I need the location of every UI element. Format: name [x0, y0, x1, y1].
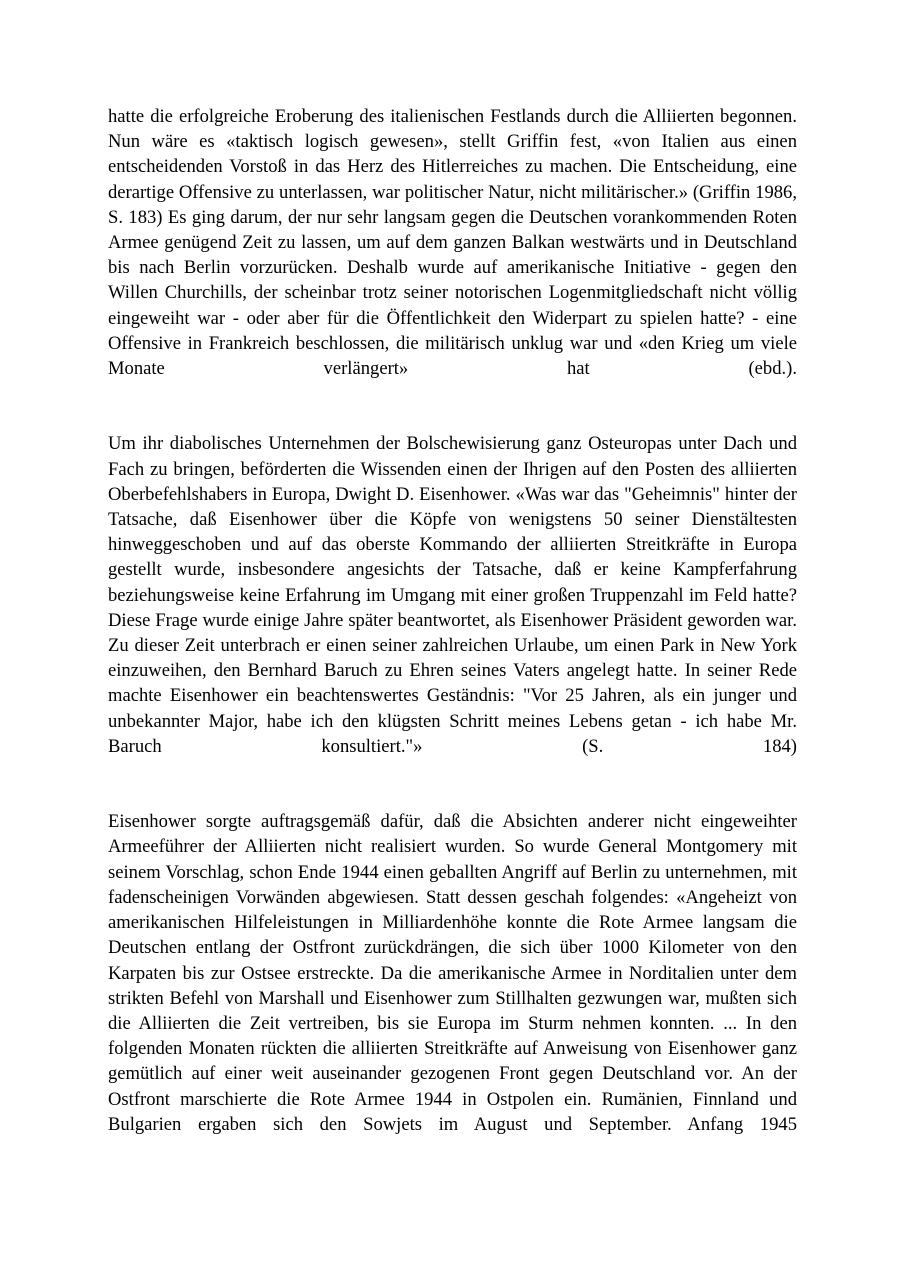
- paragraph-3: Eisenhower sorgte auftragsgemäß dafür, daß die Absichten anderer nicht eingeweihter Armeeführer der Alliierten nicht realisiert wurden. So wurde General Montgomery mit seinem Vorschlag, schon Ende 1944 einen geballten Angriff auf Berlin zu unternehmen, mit fadenscheinigen Vorwänden abgewiesen. Statt dessen geschah folgendes: «Angeheizt von amerikanischen Hilfeleistungen in Milliardenhöhe konnte die Rote Armee langsam die Deutschen entlang der Ostfront zurückdrängen, die sich über 1000 Kilometer von den Karpaten bis zur Ostsee erstreckte. Da die amerikanische Armee in Norditalien unter dem strikten Befehl von Marshall und Eisenhower zum Stillhalten gezwungen war, mußten sich die Alliierten die Zeit vertreiben, bis sie Europa im Sturm nehmen konnten. ... In den folgenden Monaten rückten die alliierten Streitkräfte auf Anweisung von Eisenhower ganz gemütlich auf einer weit auseinander gezogenen Front gegen Deutschland vor. An der Ostfront marschierte die Rote Armee 1944 in Ostpolen ein. Rumänien, Finnland und Bulgarien ergaben sich den Sowjets im August und September. Anfang 1945: [108, 811, 797, 1135]
- body-text-column: [108, 104, 797, 1162]
- paragraph-1: hatte die erfolgreiche Eroberung des italienischen Festlands durch die Alliierten begonnen. Nun wäre es «taktisch logisch gewesen», stellt Griffin fest, «von Italien aus einen entscheidenden Vorstoß in das Herz des Hitlerreiches zu machen. Die Entscheidung, eine derartige Offensive zu unterlassen, war politischer Natur, nicht militärischer.» (Griffin 1986, S. 183) Es ging darum, der nur sehr langsam gegen die Deutschen vorankommenden Roten Armee genügend Zeit zu lassen, um auf dem ganzen Balkan westwärts und in Deutschland bis nach Berlin vorzurücken. Deshalb wurde auf amerikanische Initiative - gegen den Willen Churchills, der scheinbar trotz seiner notorischen Logenmitgliedschaft nicht völlig eingeweiht war - oder aber für die Öffentlichkeit den Widerpart zu spielen hatte? - eine Offensive in Frankreich beschlossen, die militärisch unklug war und «den Krieg um viele Monate verlängert» hat (ebd.).: [108, 106, 797, 380]
- paragraph-2: Um ihr diabolisches Unternehmen der Bolschewisierung ganz Osteuropas unter Dach und Fach zu bringen, beförderten die Wissenden einen der Ihrigen auf den Posten des alliierten Oberbefehlshabers in Europa, Dwight D. Eisenhower. «Was war das "Geheimnis" hinter der Tatsache, daß Eisenhower über die Köpfe von wenigstens 50 seiner Dienstältesten hinweggeschoben und auf das oberste Kommando der alliierten Streitkräfte in Europa gestellt wurde, insbesondere angesichts der Tatsache, daß er keine Kampferfahrung beziehungsweise keine Erfahrung im Umgang mit einer großen Truppenzahl im Feld hatte? Diese Frage wurde einige Jahre später beantwortet, als Eisenhower Präsident geworden war. Zu dieser Zeit unterbrach er einen seiner zahlreichen Urlaube, um einen Park in New York einzuweihen, den Bernhard Baruch zu Ehren seines Vaters angelegt hatte. In seiner Rede machte Eisenhower ein beachtenswertes Geständnis: "Vor 25 Jahren, als ein junger und unbekannter Major, habe ich den klügsten Schritt meines Lebens getan - ich habe Mr. Baruch konsultiert."» (S. 184): [108, 433, 797, 757]
